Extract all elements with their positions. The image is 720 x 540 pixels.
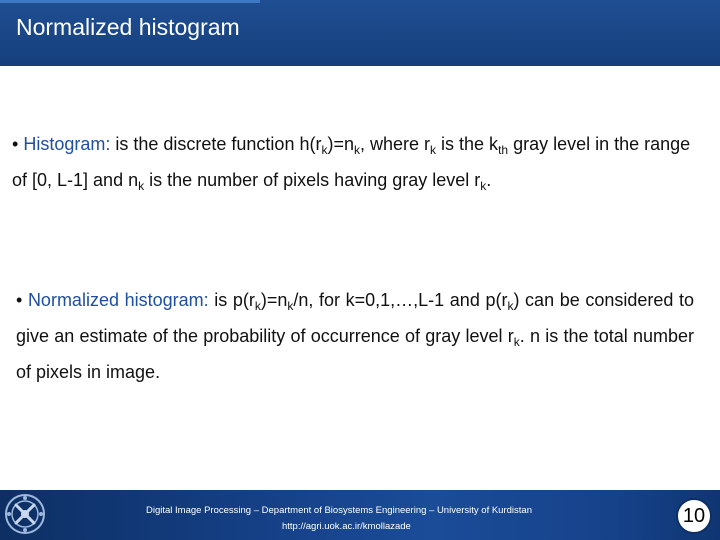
bullet-text: . n is the total number of pixels in image. xyxy=(16,326,694,382)
subscript: th xyxy=(498,143,509,157)
header-accent-line xyxy=(0,0,260,3)
bullet-text: )=n xyxy=(260,290,288,310)
subscript: k xyxy=(138,179,145,193)
bullet-text: ) can be considered to give an estimate of the probability of occurrence of gray level r xyxy=(16,290,695,346)
university-logo-icon xyxy=(4,493,46,535)
bullet-normalized-histogram xyxy=(16,282,694,390)
subscript: k xyxy=(430,143,437,157)
subscript: k xyxy=(321,143,328,157)
footer-course-text: Digital Image Processing – Department of Biosystems Engineering – University of Kurdistan xyxy=(146,505,532,516)
bullet-text: is p(r xyxy=(208,290,255,310)
term-normalized-histogram: Normalized histogram: xyxy=(27,290,209,310)
bullet-text: gray level in the range of [0, L-1] and n xyxy=(12,134,691,190)
title-bar xyxy=(0,0,720,66)
bullet-marker: • xyxy=(12,134,19,154)
subscript: k xyxy=(354,143,360,157)
footer-url-link[interactable]: http://agri.uok.ac.ir/kmollazade xyxy=(282,521,411,532)
subscript: k xyxy=(287,299,294,313)
bullet-text: . xyxy=(486,170,492,190)
bullet-histogram xyxy=(12,126,702,198)
bullet-text: /n, for k=0,1,…,L-1 and p(r xyxy=(293,290,508,310)
subscript: k xyxy=(480,179,487,193)
bullet-text: is the number of pixels having gray level r xyxy=(144,170,481,190)
bullet-text: is the discrete function h(r xyxy=(110,134,322,154)
bullet-text: , where r xyxy=(360,134,431,154)
subscript: k xyxy=(513,335,520,349)
footer-bar xyxy=(0,490,720,540)
page-number-badge: 10 xyxy=(676,498,712,534)
bullet-marker: • xyxy=(16,290,23,310)
slide-title: Normalized histogram xyxy=(16,14,240,40)
bullet-text: )=n xyxy=(327,134,354,154)
bullet-text: is the k xyxy=(436,134,499,154)
subscript: k xyxy=(254,299,261,313)
subscript: k xyxy=(507,299,514,313)
term-histogram: Histogram: xyxy=(23,134,111,154)
